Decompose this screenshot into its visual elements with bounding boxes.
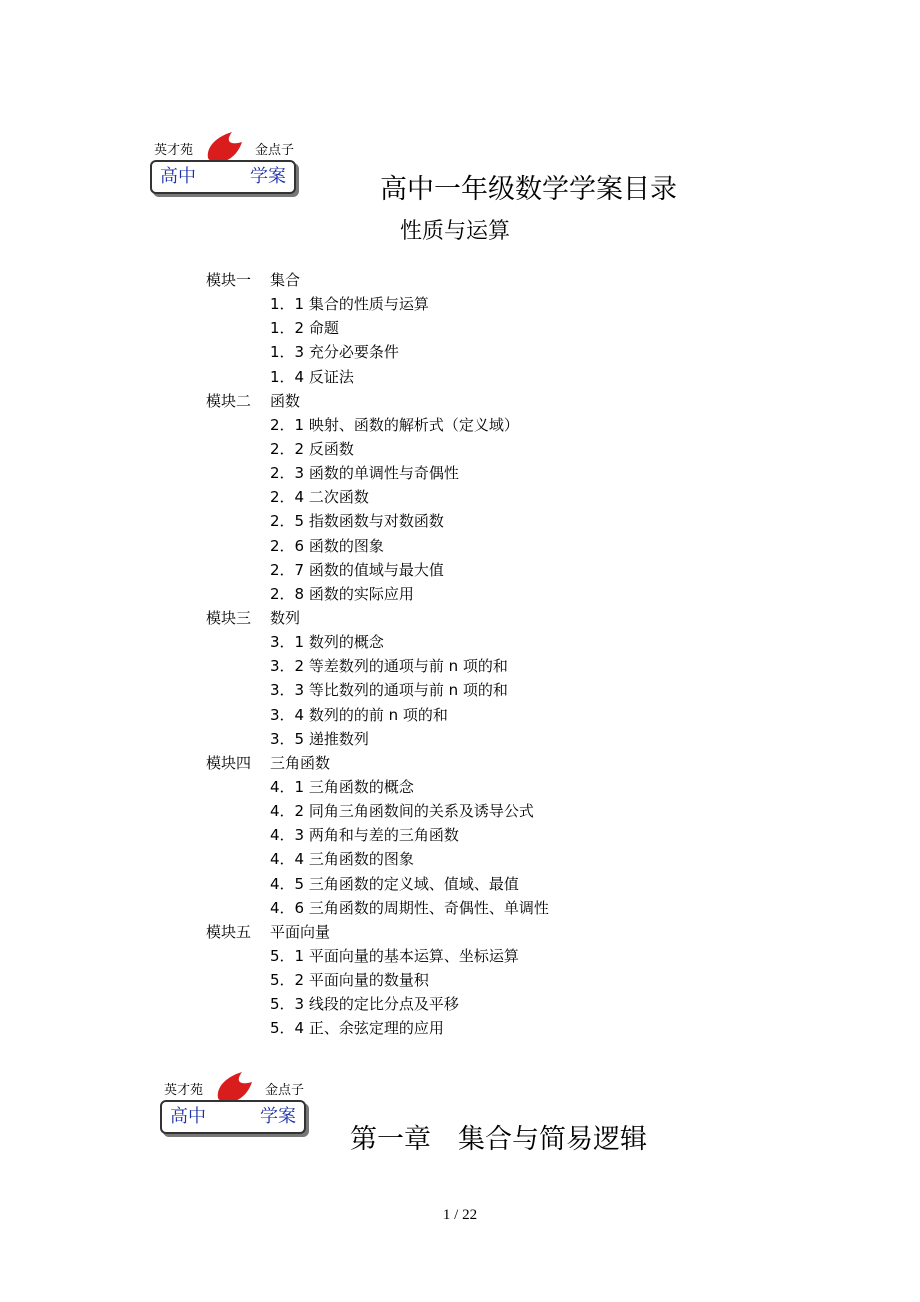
toc-item-text: 2．7 函数的值域与最大值 (270, 560, 444, 579)
toc-item-text: 1．2 命题 (270, 319, 339, 338)
toc-item-text: 4．3 两角和与差的三角函数 (270, 826, 459, 845)
logo-top-right: 金点子 (264, 1083, 304, 1098)
module-row (0, 268, 920, 292)
toc-item (0, 992, 920, 1016)
toc-item-text: 2．1 映射、函数的解析式（定义域） (270, 415, 519, 434)
page-number: 1 / 22 (442, 1207, 478, 1223)
module-label: 模块四 (206, 753, 252, 772)
toc-item-text: 1．3 充分必要条件 (270, 343, 399, 362)
toc-item (0, 727, 920, 751)
toc-item (0, 413, 920, 437)
module-label: 模块二 (206, 391, 252, 410)
toc-item-text: 4．5 三角函数的定义域、值域、最值 (270, 874, 519, 893)
toc-item (0, 1016, 920, 1040)
toc-item (0, 582, 920, 606)
toc-item (0, 534, 920, 558)
toc-item (0, 630, 920, 654)
toc-item (0, 775, 920, 799)
toc-item-text: 4．2 同角三角函数间的关系及诱导公式 (270, 802, 534, 821)
logo-2 (160, 1080, 308, 1138)
toc-item (0, 896, 920, 920)
module-row (0, 751, 920, 775)
module-title: 集合 (270, 271, 301, 289)
toc-item-text: 2．5 指数函数与对数函数 (270, 512, 444, 531)
logo-bottom-left: 高中 (160, 166, 196, 187)
toc-item-text: 2．6 函数的图象 (270, 536, 384, 555)
module-title: 平面向量 (270, 922, 331, 941)
toc-item-text: 4．1 三角函数的概念 (270, 777, 414, 796)
logo-bottom-left: 高中 (170, 1106, 206, 1127)
table-of-contents (0, 268, 920, 1041)
logo-bottom-right: 学案 (250, 166, 286, 187)
module-label: 模块一 (206, 271, 252, 289)
logo-top-right: 金点子 (254, 143, 294, 158)
page-subtitle: 性质与运算 (400, 219, 511, 244)
toc-item-text: 3．3 等比数列的通项与前 n 项的和 (270, 681, 508, 700)
toc-item (0, 823, 920, 847)
logo-box (160, 1100, 306, 1134)
toc-item (0, 340, 920, 364)
logo-top-left: 英才苑 (154, 143, 194, 158)
toc-item-text: 3．1 数列的概念 (270, 633, 384, 652)
toc-item-text: 5．4 正、余弦定理的应用 (270, 1019, 444, 1038)
toc-item (0, 654, 920, 678)
toc-item (0, 485, 920, 509)
toc-item-text: 1．1 集合的性质与运算 (270, 295, 429, 314)
logo-1 (150, 140, 298, 198)
toc-item (0, 509, 920, 533)
module-row (0, 606, 920, 630)
toc-item (0, 365, 920, 389)
toc-item (0, 678, 920, 702)
toc-item-text: 4．4 三角函数的图象 (270, 850, 414, 869)
toc-item (0, 316, 920, 340)
toc-item-text: 2．4 二次函数 (270, 488, 369, 507)
module-title: 函数 (270, 391, 301, 410)
module-label: 模块三 (206, 608, 252, 627)
logo-bottom-right: 学案 (260, 1106, 296, 1127)
chapter-title: 第一章 集合与简易逻辑 (350, 1124, 647, 1155)
toc-item (0, 558, 920, 582)
toc-item (0, 703, 920, 727)
toc-item (0, 944, 920, 968)
toc-item (0, 847, 920, 871)
toc-item-text: 3．4 数列的的前 n 项的和 (270, 705, 448, 724)
logo-top-left: 英才苑 (164, 1083, 204, 1098)
page-title: 高中一年级数学学案目录 (380, 174, 677, 205)
module-label: 模块五 (206, 922, 252, 941)
toc-item-text: 2．8 函数的实际应用 (270, 584, 414, 603)
module-title: 数列 (270, 608, 301, 627)
module-row (0, 920, 920, 944)
logo-box (150, 160, 296, 194)
toc-item-text: 3．2 等差数列的通项与前 n 项的和 (270, 657, 508, 676)
toc-item (0, 461, 920, 485)
toc-item (0, 872, 920, 896)
toc-item-text: 1．4 反证法 (270, 367, 354, 386)
toc-item (0, 799, 920, 823)
toc-item-text: 5．3 线段的定比分点及平移 (270, 995, 459, 1014)
toc-item (0, 292, 920, 316)
toc-item-text: 2．3 函数的单调性与奇偶性 (270, 464, 459, 483)
toc-item-text: 5．2 平面向量的数量积 (270, 971, 429, 990)
toc-item-text: 5．1 平面向量的基本运算、坐标运算 (270, 946, 519, 965)
toc-item-text: 2．2 反函数 (270, 439, 354, 458)
toc-item-text: 4．6 三角函数的周期性、奇偶性、单调性 (270, 898, 549, 917)
module-title: 三角函数 (270, 753, 331, 772)
toc-item-text: 3．5 递推数列 (270, 729, 369, 748)
module-row (0, 389, 920, 413)
toc-item (0, 968, 920, 992)
toc-item (0, 437, 920, 461)
